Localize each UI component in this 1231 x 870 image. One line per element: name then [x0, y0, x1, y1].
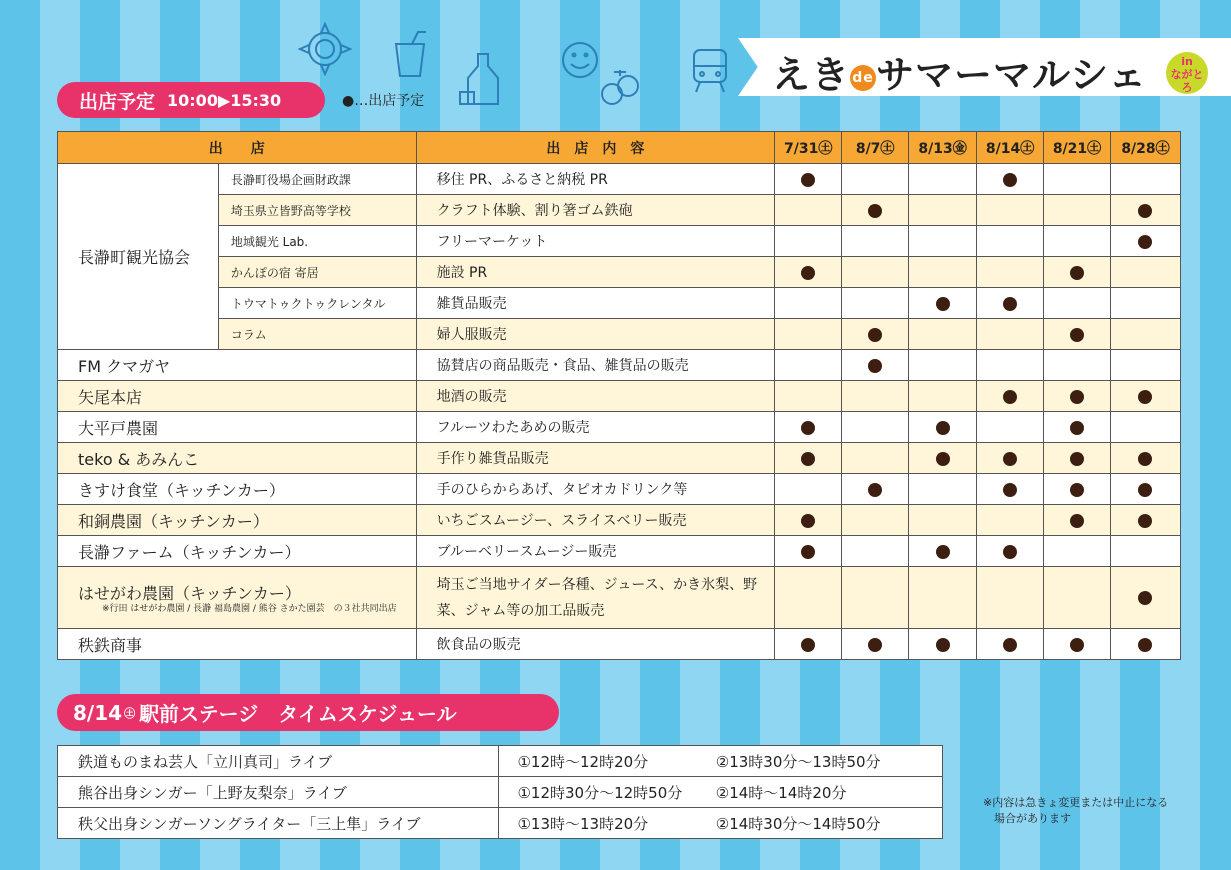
table-row — [58, 443, 1181, 474]
date-cell — [842, 226, 909, 257]
date-cell — [1044, 474, 1111, 505]
exhibit-dot — [1003, 545, 1017, 559]
table-row — [58, 226, 1181, 257]
exhibit-content: 手のひらからあげ、タピオカドリンク等 — [416, 474, 775, 505]
sub-exhibitor: コラム — [218, 319, 416, 350]
date-cell — [1044, 257, 1111, 288]
date-cell — [1110, 629, 1180, 660]
exhibitor-name-text: 秩鉄商事 — [78, 635, 143, 655]
col-exhibitor: 出 店 — [58, 132, 417, 164]
stage-time-1: ①13時～13時20分 — [499, 808, 704, 839]
title-part-2: サマーマルシェ — [876, 53, 1148, 97]
sub-exhibitor: かんぽの宿 寄居 — [218, 257, 416, 288]
stage-day: ㊏ — [124, 706, 136, 720]
exhibit-content: いちごスムージー、スライスベリー販売 — [416, 505, 775, 536]
date-cell — [909, 629, 977, 660]
date-cell — [977, 195, 1044, 226]
date-cell — [1110, 226, 1180, 257]
date-cell — [1110, 505, 1180, 536]
table-row — [58, 381, 1181, 412]
exhibit-dot — [868, 204, 882, 218]
exhibitor-name — [58, 474, 417, 505]
exhibit-dot — [801, 266, 815, 280]
exhibit-dot — [936, 297, 950, 311]
table-row — [58, 350, 1181, 381]
date-cell — [1110, 567, 1180, 629]
date-cell — [775, 443, 842, 474]
date-cell — [1044, 381, 1111, 412]
date-cell — [1110, 381, 1180, 412]
date-cell — [1044, 443, 1111, 474]
col-date: 7/31㊏ — [775, 132, 842, 164]
table-row — [58, 567, 1181, 629]
date-cell — [1044, 629, 1111, 660]
exhibitor-note: ※行田 はせがわ農園 / 長瀞 福島農園 / 熊谷 さかた園芸 の３社共同出店 — [102, 603, 397, 614]
date-cell — [775, 567, 842, 629]
date-cell — [775, 257, 842, 288]
date-cell — [842, 319, 909, 350]
stage-act: 秩父出身シンガーソングライター「三上隼」ライブ — [58, 808, 499, 839]
exhibit-content: フリーマーケット — [416, 226, 775, 257]
exhibit-dot — [936, 421, 950, 435]
date-cell — [1044, 536, 1111, 567]
date-cell — [1110, 443, 1180, 474]
exhibit-dot — [1070, 638, 1084, 652]
date-cell — [977, 505, 1044, 536]
exhibit-dot — [1138, 204, 1152, 218]
footnote — [983, 795, 1213, 827]
exhibit-content: 地酒の販売 — [416, 381, 775, 412]
date-cell — [977, 629, 1044, 660]
date-cell — [775, 319, 842, 350]
exhibitor-name-text: FM クマガヤ — [78, 356, 171, 376]
exhibitor-name-text: 矢尾本店 — [78, 387, 143, 407]
exhibit-dot — [1003, 297, 1017, 311]
date-cell — [977, 164, 1044, 195]
exhibitor-name — [58, 412, 417, 443]
table-row — [58, 164, 1181, 195]
table-row — [58, 629, 1181, 660]
exhibitor-name-text: teko & あみんこ — [78, 449, 200, 469]
sub-exhibitor: 埼玉県立皆野高等学校 — [218, 195, 416, 226]
legend: ●…出店予定 — [342, 93, 425, 109]
date-cell — [1110, 257, 1180, 288]
date-cell — [1044, 226, 1111, 257]
date-cell — [909, 412, 977, 443]
date-cell — [977, 288, 1044, 319]
exhibit-content: クラフト体験、割り箸ゴム鉄砲 — [416, 195, 775, 226]
stage-time-1: ①12時30分～12時50分 — [499, 777, 704, 808]
table-row — [58, 474, 1181, 505]
title-part-1: えき — [772, 53, 851, 97]
date-cell — [842, 567, 909, 629]
exhibit-content: 移住 PR、ふるさと納税 PR — [416, 164, 775, 195]
date-cell — [842, 257, 909, 288]
exhibit-dot — [1138, 390, 1152, 404]
exhibit-dot — [801, 638, 815, 652]
exhibit-dot — [1070, 390, 1084, 404]
date-cell — [1044, 195, 1111, 226]
exhibit-content: フルーツわたあめの販売 — [416, 412, 775, 443]
date-cell — [977, 474, 1044, 505]
exhibitor-name-text: 和銅農園（キッチンカー） — [78, 511, 269, 531]
exhibit-dot — [868, 359, 882, 373]
exhibit-content: 手作り雑貨品販売 — [416, 443, 775, 474]
date-cell — [775, 164, 842, 195]
date-cell — [977, 257, 1044, 288]
date-cell — [909, 536, 977, 567]
col-date: 8/14㊏ — [977, 132, 1044, 164]
exhibitor-name — [58, 629, 417, 660]
date-cell — [842, 195, 909, 226]
date-cell — [842, 536, 909, 567]
stage-act: 熊谷出身シンガー「上野友梨奈」ライブ — [58, 777, 499, 808]
footnote-line-1: ※内容は急きょ変更または中止になる — [983, 796, 1169, 809]
date-cell — [909, 443, 977, 474]
exhibit-dot — [1138, 483, 1152, 497]
exhibitor-name — [58, 381, 417, 412]
date-cell — [909, 381, 977, 412]
date-cell — [909, 257, 977, 288]
date-cell — [1044, 505, 1111, 536]
exhibit-dot — [1070, 483, 1084, 497]
exhibitor-name — [58, 443, 417, 474]
col-date: 8/28㊏ — [1110, 132, 1180, 164]
exhibitor-name-text: 長瀞ファーム（キッチンカー） — [78, 542, 301, 562]
table-row — [58, 412, 1181, 443]
date-cell — [842, 412, 909, 443]
schedule-pill — [57, 82, 325, 118]
date-cell — [1044, 412, 1111, 443]
train-icon — [690, 44, 730, 94]
table-row — [58, 288, 1181, 319]
exhibit-dot — [936, 638, 950, 652]
exhibit-content: 飲食品の販売 — [416, 629, 775, 660]
col-date: 8/13㊎ — [909, 132, 977, 164]
exhibit-content: 施設 PR — [416, 257, 775, 288]
drink-cup-icon — [390, 30, 430, 80]
date-cell — [1044, 288, 1111, 319]
exhibit-content: 婦人服販売 — [416, 319, 775, 350]
exhibit-dot — [1070, 452, 1084, 466]
exhibit-dot — [1138, 638, 1152, 652]
stage-time-1: ①12時～12時20分 — [499, 746, 704, 777]
sub-exhibitor: トウマトゥクトゥクレンタル — [218, 288, 416, 319]
date-cell — [1110, 288, 1180, 319]
date-cell — [1044, 164, 1111, 195]
sunflower-icon — [298, 22, 352, 76]
date-cell — [1044, 319, 1111, 350]
exhibit-dot — [801, 545, 815, 559]
date-cell — [909, 505, 977, 536]
date-cell — [977, 226, 1044, 257]
date-cell — [775, 288, 842, 319]
exhibit-content: 協賛店の商品販売・食品、雑貨品の販売 — [416, 350, 775, 381]
col-date: 8/21㊏ — [1044, 132, 1111, 164]
exhibit-content: 雑貨品販売 — [416, 288, 775, 319]
date-cell — [909, 164, 977, 195]
date-cell — [1110, 412, 1180, 443]
date-cell — [909, 226, 977, 257]
stage-time-2: ②14時～14時20分 — [704, 777, 943, 808]
date-cell — [977, 536, 1044, 567]
date-cell — [909, 288, 977, 319]
exhibitor-name-text: きすけ食堂（キッチンカー） — [78, 480, 285, 500]
exhibit-dot — [868, 483, 882, 497]
smiley-icon — [560, 40, 600, 80]
group-name: 長瀞町観光協会 — [58, 164, 219, 350]
date-cell — [977, 350, 1044, 381]
date-cell — [775, 195, 842, 226]
exhibitor-name-text: 大平戸農園 — [78, 418, 159, 438]
exhibit-dot — [1070, 328, 1084, 342]
col-date: 8/7㊏ — [842, 132, 909, 164]
footnote-line-2: 場合があります — [983, 812, 1071, 825]
sub-exhibitor: 地域観光 Lab. — [218, 226, 416, 257]
date-cell — [842, 505, 909, 536]
date-cell — [977, 567, 1044, 629]
date-cell — [775, 474, 842, 505]
date-cell — [775, 412, 842, 443]
table-row — [58, 505, 1181, 536]
stage-pill — [57, 694, 559, 731]
exhibit-dot — [801, 452, 815, 466]
stage-title: 駅前ステージ タイムスケジュール — [139, 702, 457, 726]
exhibitor-name-text: はせがわ農園（キッチンカー） — [78, 583, 301, 603]
date-cell — [1110, 536, 1180, 567]
date-cell — [909, 195, 977, 226]
stage-date: 8/14 — [73, 700, 123, 725]
table-header-row — [58, 132, 1181, 164]
exhibit-dot — [1003, 452, 1017, 466]
date-cell — [1110, 195, 1180, 226]
table-row — [58, 808, 943, 839]
bottle-icon — [458, 52, 508, 108]
exhibit-dot — [1070, 421, 1084, 435]
exhibit-dot — [1003, 390, 1017, 404]
exhibit-dot — [1138, 514, 1152, 528]
date-cell — [842, 381, 909, 412]
table-row — [58, 746, 943, 777]
col-content: 出 店 内 容 — [416, 132, 775, 164]
stage-table — [57, 745, 943, 839]
date-cell — [842, 443, 909, 474]
exhibit-dot — [936, 545, 950, 559]
exhibit-dot — [868, 638, 882, 652]
date-cell — [842, 350, 909, 381]
date-cell — [842, 629, 909, 660]
date-cell — [1044, 350, 1111, 381]
date-cell — [977, 443, 1044, 474]
exhibit-dot — [1070, 514, 1084, 528]
title-de-badge: de — [850, 65, 876, 91]
date-cell — [909, 350, 977, 381]
date-cell — [775, 505, 842, 536]
exhibit-dot — [1003, 638, 1017, 652]
exhibitor-name — [58, 350, 417, 381]
table-row — [58, 319, 1181, 350]
date-cell — [775, 629, 842, 660]
date-cell — [842, 474, 909, 505]
date-cell — [1044, 567, 1111, 629]
exhibit-dot — [1003, 173, 1017, 187]
date-cell — [775, 226, 842, 257]
date-cell — [1110, 474, 1180, 505]
exhibit-dot — [1138, 235, 1152, 249]
stage-time-2: ②13時30分～13時50分 — [704, 746, 943, 777]
table-row — [58, 257, 1181, 288]
exhibitor-name — [58, 536, 417, 567]
exhibit-dot — [1138, 452, 1152, 466]
date-cell — [909, 319, 977, 350]
date-cell — [909, 567, 977, 629]
exhibit-dot — [1138, 591, 1152, 605]
sub-exhibitor: 長瀞町役場企画財政課 — [218, 164, 416, 195]
date-cell — [775, 536, 842, 567]
title-in-label: in — [1181, 55, 1193, 68]
date-cell — [977, 412, 1044, 443]
schedule-time: 10:00▶15:30 — [167, 90, 282, 110]
exhibit-dot — [1003, 483, 1017, 497]
title-place-label: ながとろ — [1170, 68, 1204, 94]
blueberry-icon — [596, 66, 642, 112]
date-cell — [977, 319, 1044, 350]
date-cell — [1110, 164, 1180, 195]
stage-time-2: ②14時30分～14時50分 — [704, 808, 943, 839]
exhibit-dot — [868, 328, 882, 342]
title-location-badge — [1166, 52, 1208, 94]
exhibit-dot — [936, 452, 950, 466]
schedule-label: 出店予定 — [79, 90, 156, 113]
date-cell — [1110, 319, 1180, 350]
exhibit-dot — [801, 173, 815, 187]
date-cell — [977, 381, 1044, 412]
table-row — [58, 536, 1181, 567]
date-cell — [842, 288, 909, 319]
table-row — [58, 195, 1181, 226]
exhibitor-table — [57, 131, 1181, 660]
exhibit-content: 埼玉ご当地サイダー各種、ジュース、かき氷梨、野菜、ジャム等の加工品販売 — [416, 567, 775, 629]
date-cell — [775, 381, 842, 412]
stage-act: 鉄道ものまね芸人「立川真司」ライブ — [58, 746, 499, 777]
exhibitor-name — [58, 505, 417, 536]
exhibitor-name — [58, 567, 417, 629]
exhibit-dot — [801, 514, 815, 528]
table-row — [58, 777, 943, 808]
event-title — [772, 44, 1147, 99]
date-cell — [909, 474, 977, 505]
exhibit-dot — [1070, 266, 1084, 280]
date-cell — [775, 350, 842, 381]
date-cell — [842, 164, 909, 195]
exhibit-content: ブルーベリースムージー販売 — [416, 536, 775, 567]
date-cell — [1110, 350, 1180, 381]
exhibit-dot — [801, 421, 815, 435]
